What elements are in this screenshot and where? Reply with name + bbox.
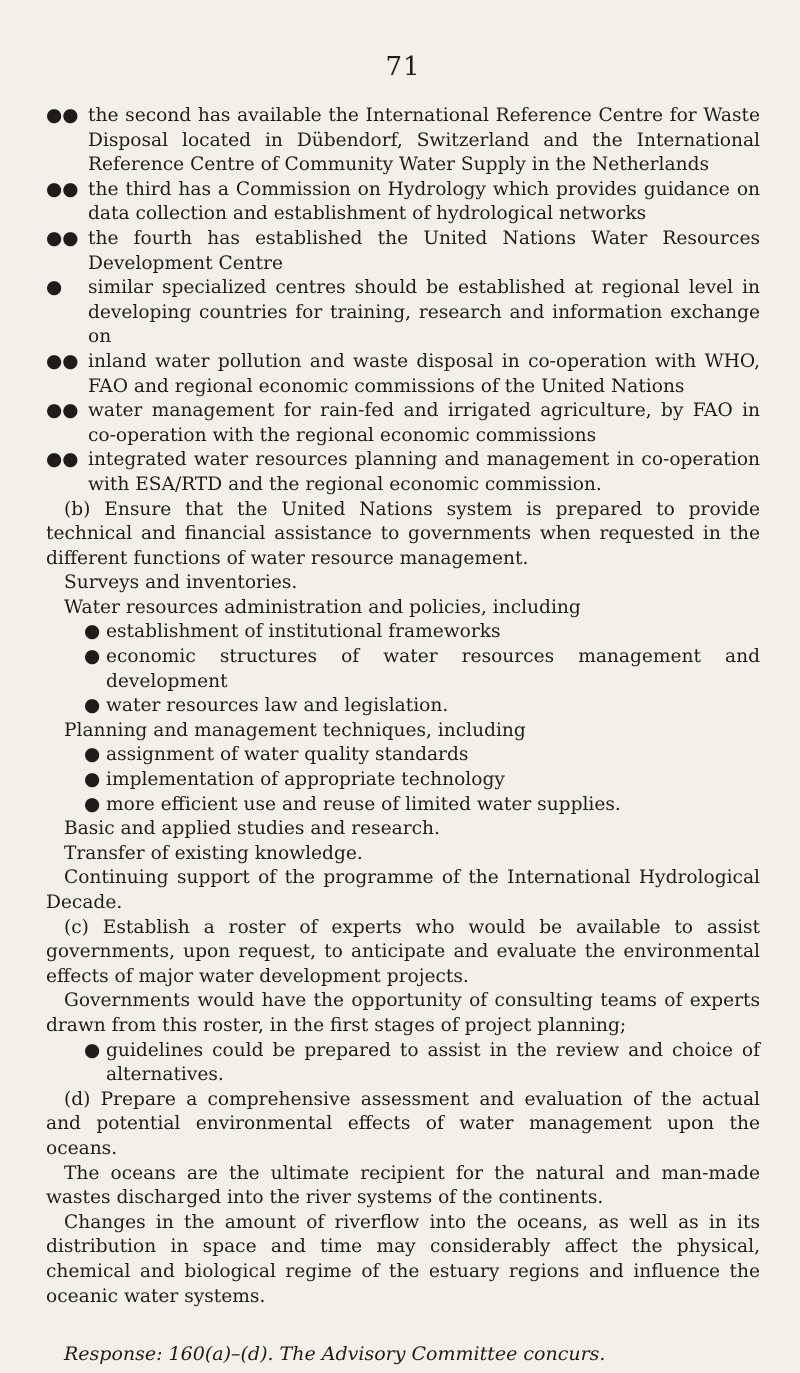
bullet-text: implementation of appropriate technology	[106, 769, 505, 791]
paragraph: Governments would have the opportunity of consulting teams of experts drawn from this roster, in the first stages of project planning;	[46, 990, 760, 1036]
bullet-item	[46, 227, 760, 276]
bullet-text: guidelines could be prepared to assist in the review and choice of alternatives.	[106, 1039, 760, 1086]
bullet-text: the fourth has established the United Nations Water Resources Development Centre	[88, 227, 760, 274]
bullet-icon: ●●	[46, 227, 79, 249]
bullet-text: more efficient use and reuse of limited water supplies.	[106, 793, 621, 815]
bullet-item	[46, 768, 760, 793]
bullet-item	[46, 276, 760, 350]
bullet-item	[46, 178, 760, 227]
bullet-item	[46, 1039, 760, 1088]
bullet-text: water management for rain-fed and irrigated agriculture, by FAO in co-operation with the regional economic commissions	[88, 400, 760, 446]
bullet-text: the third has a Commission on Hydrology which provides guidance on data collection and establishment of hydrological networks	[88, 178, 760, 225]
bullet-icon: ●●	[46, 449, 79, 471]
bullet-icon: ●●	[46, 178, 79, 200]
response-line: Response: 160(a)–(d). The Advisory Committee concurs.	[64, 1343, 606, 1366]
paragraph: Basic and applied studies and research.	[64, 818, 440, 840]
body-text	[46, 104, 760, 1309]
bullet-item	[46, 645, 760, 694]
bullet-item	[46, 620, 760, 645]
bullet-text: economic structures of water resources management and development	[106, 646, 760, 692]
paragraph: Water resources administration and policies, including	[64, 596, 581, 618]
paragraph: Planning and management techniques, including	[64, 719, 526, 741]
paragraph: (c) Establish a roster of experts who would be available to assist governments, upon request, to anticipate and evaluate the environmental effects of major water development projects.	[46, 916, 760, 987]
bullet-icon: ●	[84, 793, 101, 815]
bullet-icon: ●	[84, 769, 101, 791]
bullet-text: the second has available the International Reference Centre for Waste Disposal located in Dübendorf, Switzerland and the International Reference Centre of Community Water Supply in the Netherlands	[88, 105, 760, 176]
bullet-item	[46, 793, 760, 818]
paragraph: (b) Ensure that the United Nations system is prepared to provide technical and financial assistance to governments when requested in the different functions of water resource management.	[46, 498, 760, 569]
paragraph: Continuing support of the programme of the International Hydrological Decade.	[46, 867, 760, 913]
bullet-item	[46, 350, 760, 399]
bullet-icon: ●	[84, 695, 101, 717]
bullet-text: establishment of institutional frameworks	[106, 621, 501, 643]
bullet-icon: ●●	[46, 350, 79, 372]
paragraph: Surveys and inventories.	[64, 572, 298, 594]
bullet-icon: ●●	[46, 105, 79, 126]
bullet-item	[46, 743, 760, 768]
bullet-icon: ●●	[46, 400, 79, 422]
bullet-icon: ●	[84, 621, 101, 643]
bullet-icon: ●	[84, 744, 101, 766]
bullet-item	[46, 399, 760, 448]
page-number: 71	[385, 52, 421, 82]
bullet-icon: ●	[84, 1039, 101, 1061]
bullet-text: water resources law and legislation.	[106, 695, 449, 717]
paragraph: The oceans are the ultimate recipient for the natural and man-made wastes discharged into the river systems of the continents.	[46, 1162, 760, 1209]
bullet-text: integrated water resources planning and management in co-operation with ESA/RTD and the regional economic commission.	[88, 449, 760, 495]
bullet-icon: ●	[84, 646, 101, 668]
bullet-item	[46, 694, 760, 719]
bullet-text: assignment of water quality standards	[106, 744, 469, 766]
paragraph: Transfer of existing knowledge.	[64, 842, 363, 864]
bullet-text: similar specialized centres should be established at regional level in developing countries for training, research and information exchange on	[88, 277, 760, 348]
paragraph: (d) Prepare a comprehensive assessment and evaluation of the actual and potential environmental effects of water management upon the oceans.	[46, 1088, 760, 1159]
bullet-text: inland water pollution and waste disposal in co-operation with WHO, FAO and regional economic commissions of the United Nations	[88, 350, 760, 397]
bullet-item	[46, 104, 760, 178]
paragraph: Changes in the amount of riverflow into the oceans, as well as in its distribution in space and time may considerably affect the physical, chemical and biological regime of the estuary regions and influence the oceanic water systems.	[46, 1211, 760, 1307]
bullet-icon: ●	[46, 277, 63, 299]
bullet-item	[46, 448, 760, 497]
